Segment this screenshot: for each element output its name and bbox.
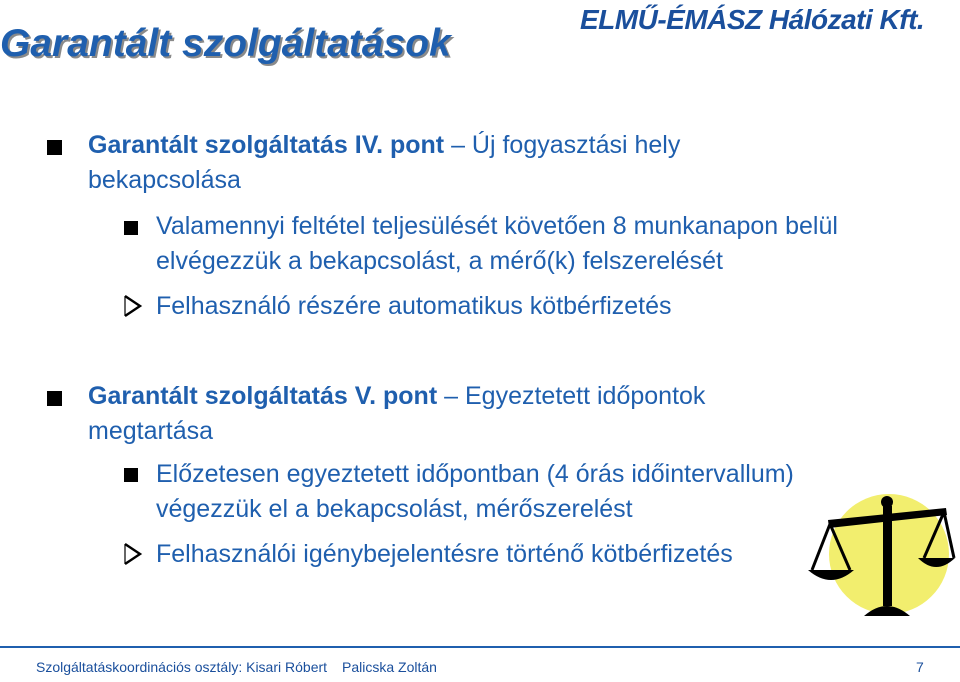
section-heading-2: [88, 379, 808, 449]
arrow-bullet-icon: [122, 542, 144, 566]
arrow-bullet-icon: [122, 294, 144, 318]
section-heading-1-rest: Új fogyasztási hely bekapcsolása: [88, 131, 681, 194]
section-heading-2-rest: Egyeztetett időpontok megtartása: [88, 382, 706, 445]
footer-divider: [0, 646, 960, 648]
arrow-item-2: Felhasználói igénybejelentésre történő kötbérfizetés: [156, 540, 733, 568]
footer-department: Szolgáltatáskoordinációs osztály: Kisari Róbert: [36, 659, 328, 675]
bullet-square-icon: [47, 391, 62, 406]
balance-scale-icon: [806, 488, 956, 623]
sub-bullet-square-icon: [124, 221, 138, 235]
company-logo-text: ELMŰ-ÉMÁSZ Hálózati Kft.: [580, 4, 925, 35]
section-heading-1-bold: Garantált szolgáltatás IV. pont: [88, 131, 445, 159]
page-number: 7: [916, 659, 924, 675]
slide-title: Garantált szolgáltatások: [0, 22, 451, 65]
sub-bullet-square-icon: [124, 468, 138, 482]
footer-author: Palicska Zoltán: [342, 659, 437, 675]
section-heading-1-dash: –: [451, 131, 465, 159]
bullet-square-icon: [47, 140, 62, 155]
section-heading-2-dash: –: [444, 382, 459, 410]
sub-item-1: Valamennyi feltétel teljesülését követően 8 munkanapon belül elvégezzük a bekapcsolást, a mérő(k) felszerelését: [156, 212, 838, 275]
arrow-item-1: Felhasználó részére automatikus kötbérfizetés: [156, 292, 672, 320]
sub-item-2: Előzetesen egyeztetett időpontban (4 órás időintervallum) végezzük el a bekapcsolást, mérőszerelést: [156, 460, 794, 523]
section-heading-2-bold: Garantált szolgáltatás V. pont: [88, 382, 438, 410]
section-heading-1: [88, 128, 808, 198]
